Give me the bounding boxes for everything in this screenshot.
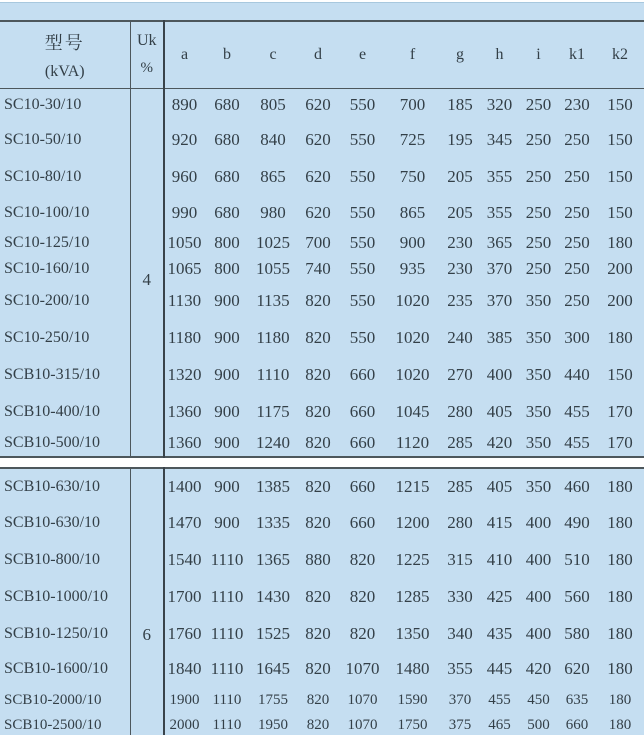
uk-percent-value: 4 bbox=[130, 88, 164, 457]
dimension-value-cell: 700 bbox=[305, 233, 331, 252]
dimension-value-cell: 900 bbox=[214, 290, 240, 310]
spec-row bbox=[0, 319, 644, 356]
dimension-value-cell: 370 bbox=[486, 290, 513, 310]
dimension-value-cell: 800 bbox=[214, 259, 240, 278]
uk-header-label: Uk bbox=[136, 32, 157, 50]
dimension-value-cell: 680 bbox=[214, 166, 240, 186]
spec-row bbox=[0, 356, 644, 393]
dimension-value-cell: 700 bbox=[399, 94, 426, 114]
dimension-value-cell: 980 bbox=[260, 202, 286, 222]
model-cell: SCB10-1600/10 bbox=[0, 652, 130, 686]
dimension-value-cell: 150 bbox=[607, 94, 633, 114]
dimension-value-cell: 400 bbox=[525, 623, 552, 643]
dimension-value-cell: 415 bbox=[486, 512, 513, 532]
dimension-value-cell: 550 bbox=[349, 233, 376, 252]
dimension-value-cell: 440 bbox=[564, 364, 590, 384]
dimension-value-cell: 1365 bbox=[256, 549, 290, 569]
dimension-value-cell: 490 bbox=[564, 512, 590, 532]
dimension-value-cell: 205 bbox=[447, 202, 473, 222]
dimension-value-cell: 550 bbox=[349, 129, 376, 149]
dimension-value-cell: 500 bbox=[527, 716, 550, 733]
model-cell: SCB10-2500/10 bbox=[0, 715, 130, 735]
dimension-value-cell: 450 bbox=[527, 692, 550, 708]
dimension-value-cell: 900 bbox=[214, 433, 240, 452]
dimension-value-cell: 960 bbox=[171, 166, 198, 186]
column-header-k1: k1 bbox=[569, 45, 585, 63]
dimension-value-cell: 180 bbox=[607, 327, 633, 347]
model-header-unit: (kVA) bbox=[44, 62, 85, 80]
dimension-value-cell: 635 bbox=[565, 692, 589, 708]
dimension-value-cell: 350 bbox=[525, 327, 552, 347]
spec-row bbox=[0, 652, 644, 686]
dimension-value-cell: 900 bbox=[214, 476, 240, 496]
dimension-value-cell: 350 bbox=[525, 476, 552, 496]
dimension-value-cell: 1110 bbox=[210, 659, 244, 678]
dimension-value-cell: 820 bbox=[305, 659, 331, 678]
model-cell: SCB10-500/10 bbox=[0, 430, 130, 457]
dimension-value-cell: 180 bbox=[607, 512, 633, 532]
dimension-value-cell: 1525 bbox=[256, 623, 290, 643]
dimension-value-cell: 350 bbox=[525, 401, 552, 421]
table-section-gap bbox=[0, 458, 644, 467]
dimension-value-cell: 465 bbox=[488, 716, 511, 733]
spec-row bbox=[0, 686, 644, 715]
dimension-value-cell: 180 bbox=[607, 659, 633, 678]
dimension-value-cell: 865 bbox=[260, 166, 286, 186]
dimension-value-cell: 1200 bbox=[395, 512, 430, 532]
dimension-value-cell: 1645 bbox=[256, 659, 290, 678]
dimension-value-cell: 250 bbox=[564, 202, 590, 222]
dimension-value-cell: 330 bbox=[447, 586, 473, 606]
column-header-g: g bbox=[456, 45, 464, 63]
dimension-value-cell: 345 bbox=[486, 129, 513, 149]
dimension-value-cell: 355 bbox=[447, 659, 473, 678]
dimension-value-cell: 350 bbox=[525, 433, 552, 452]
spec-row bbox=[0, 615, 644, 652]
dimension-value-cell: 250 bbox=[564, 233, 590, 252]
dimension-value-cell: 1175 bbox=[256, 401, 290, 421]
dimension-value-cell: 1285 bbox=[395, 586, 430, 606]
dimension-value-cell: 250 bbox=[525, 166, 552, 186]
dimension-value-cell: 550 bbox=[349, 290, 376, 310]
spec-row bbox=[0, 578, 644, 615]
dimension-value-cell: 1400 bbox=[167, 476, 202, 496]
dimension-value-cell: 250 bbox=[525, 233, 552, 252]
dimension-value-cell: 320 bbox=[486, 94, 513, 114]
spec-row bbox=[0, 256, 644, 282]
dimension-value-cell: 230 bbox=[447, 233, 473, 252]
column-header-c: c bbox=[269, 45, 277, 63]
dimension-value-cell: 240 bbox=[447, 327, 473, 347]
dimension-value-cell: 370 bbox=[448, 692, 472, 708]
dimension-value-cell: 820 bbox=[306, 716, 330, 733]
dimension-value-cell: 550 bbox=[349, 327, 376, 347]
dimension-value-cell: 820 bbox=[305, 327, 331, 347]
dimension-value-cell: 1840 bbox=[167, 659, 202, 678]
dimension-value-cell: 180 bbox=[607, 233, 633, 252]
dimension-value-cell: 400 bbox=[525, 512, 552, 532]
dimension-value-cell: 180 bbox=[607, 476, 633, 496]
column-header-f: f bbox=[409, 45, 416, 63]
dimension-value-cell: 180 bbox=[608, 692, 632, 708]
dimension-value-cell: 820 bbox=[305, 290, 331, 310]
dimension-value-cell: 350 bbox=[525, 364, 552, 384]
dimension-value-cell: 1480 bbox=[395, 659, 430, 678]
dimension-value-cell: 370 bbox=[486, 259, 513, 278]
dimension-value-cell: 620 bbox=[305, 202, 331, 222]
dimension-value-cell: 250 bbox=[564, 259, 590, 278]
dimension-value-cell: 1110 bbox=[210, 623, 244, 643]
spec-row bbox=[0, 430, 644, 457]
dimension-value-cell: 800 bbox=[214, 233, 240, 252]
dimension-value-cell: 150 bbox=[607, 166, 633, 186]
dimension-value-cell: 620 bbox=[305, 129, 331, 149]
dimension-value-cell: 400 bbox=[525, 549, 552, 569]
model-cell: SCB10-1250/10 bbox=[0, 615, 130, 652]
dimension-value-cell: 1430 bbox=[256, 586, 290, 606]
spec-row bbox=[0, 282, 644, 319]
dimension-value-cell: 150 bbox=[607, 129, 633, 149]
column-header-h: h bbox=[495, 45, 504, 63]
dimension-value-cell: 660 bbox=[349, 364, 376, 384]
dimension-value-cell: 510 bbox=[564, 549, 590, 569]
dimension-value-cell: 420 bbox=[525, 659, 552, 678]
dimension-value-cell: 1225 bbox=[395, 549, 430, 569]
model-column-header bbox=[0, 21, 130, 88]
dimension-value-cell: 560 bbox=[564, 586, 590, 606]
dimension-value-cell: 550 bbox=[349, 166, 376, 186]
spec-row bbox=[0, 230, 644, 256]
model-cell: SCB10-800/10 bbox=[0, 541, 130, 578]
model-cell: SCB10-630/10 bbox=[0, 504, 130, 541]
spec-row bbox=[0, 541, 644, 578]
dimension-value-cell: 230 bbox=[447, 259, 473, 278]
model-cell: SC10-30/10 bbox=[0, 88, 130, 121]
dimension-value-cell: 200 bbox=[607, 259, 633, 278]
dimension-value-cell: 180 bbox=[607, 586, 633, 606]
model-cell: SCB10-1000/10 bbox=[0, 578, 130, 615]
dimension-value-cell: 550 bbox=[349, 259, 376, 278]
dimension-value-cell: 205 bbox=[447, 166, 473, 186]
header-row bbox=[0, 21, 644, 88]
dimension-value-cell: 1070 bbox=[347, 692, 378, 708]
uk-header-unit: % bbox=[140, 60, 153, 77]
table-top-strip bbox=[0, 2, 644, 20]
dimension-value-cell: 660 bbox=[349, 433, 376, 452]
dimension-value-cell: 820 bbox=[305, 586, 331, 606]
dimension-value-cell: 250 bbox=[564, 129, 590, 149]
dimension-value-cell: 1110 bbox=[212, 716, 242, 733]
dimension-value-cell: 250 bbox=[525, 202, 552, 222]
dimension-value-cell: 1700 bbox=[167, 586, 202, 606]
dimension-value-cell: 170 bbox=[607, 401, 633, 421]
dimension-value-cell: 455 bbox=[488, 692, 511, 708]
dimension-value-cell: 900 bbox=[399, 233, 426, 252]
dimension-value-cell: 900 bbox=[214, 364, 240, 384]
spec-row bbox=[0, 393, 644, 430]
dimension-value-cell: 2000 bbox=[169, 716, 200, 733]
dimension-value-cell: 1020 bbox=[395, 327, 430, 347]
column-header-a: a bbox=[180, 45, 189, 63]
dimension-value-cell: 1055 bbox=[256, 259, 290, 278]
dimension-value-cell: 285 bbox=[447, 476, 473, 496]
dimension-value-cell: 1120 bbox=[395, 433, 430, 452]
dimension-value-cell: 740 bbox=[305, 259, 331, 278]
dimension-value-cell: 820 bbox=[305, 512, 331, 532]
dimension-value-cell: 680 bbox=[214, 94, 240, 114]
dimension-value-cell: 1385 bbox=[256, 476, 290, 496]
dimension-value-cell: 725 bbox=[399, 129, 426, 149]
dimension-value-cell: 805 bbox=[260, 94, 286, 114]
dimension-value-cell: 550 bbox=[349, 202, 376, 222]
dimension-value-cell: 990 bbox=[171, 202, 198, 222]
spec-row bbox=[0, 195, 644, 230]
dimension-value-cell: 820 bbox=[305, 433, 331, 452]
model-cell: SCB10-400/10 bbox=[0, 393, 130, 430]
dimension-value-cell: 1020 bbox=[395, 364, 430, 384]
dimension-value-cell: 1755 bbox=[258, 692, 288, 708]
column-header-k2: k2 bbox=[612, 45, 628, 63]
dimension-value-cell: 200 bbox=[607, 290, 633, 310]
dimension-value-cell: 820 bbox=[349, 549, 376, 569]
dimension-value-cell: 550 bbox=[349, 94, 376, 114]
dimension-value-cell: 405 bbox=[486, 401, 513, 421]
dimension-value-cell: 315 bbox=[447, 549, 473, 569]
dimension-value-cell: 1045 bbox=[395, 401, 430, 421]
dimension-value-cell: 1020 bbox=[395, 290, 430, 310]
dimension-value-cell: 280 bbox=[447, 401, 473, 421]
dimension-value-cell: 1900 bbox=[169, 692, 200, 708]
dimension-value-cell: 365 bbox=[486, 233, 513, 252]
dimension-value-cell: 660 bbox=[565, 716, 589, 733]
dimension-value-cell: 1360 bbox=[167, 401, 202, 421]
dimension-value-cell: 280 bbox=[447, 512, 473, 532]
dimension-value-cell: 900 bbox=[214, 327, 240, 347]
dimension-value-cell: 355 bbox=[486, 202, 513, 222]
dimension-value-cell: 445 bbox=[486, 659, 513, 678]
dimension-value-cell: 620 bbox=[305, 166, 331, 186]
dimension-value-cell: 680 bbox=[214, 202, 240, 222]
dimension-value-cell: 1180 bbox=[167, 327, 202, 347]
dimension-value-cell: 1135 bbox=[256, 290, 290, 310]
dimension-value-cell: 1110 bbox=[210, 549, 244, 569]
dimension-value-cell: 880 bbox=[305, 549, 331, 569]
spec-row bbox=[0, 121, 644, 158]
dimension-value-cell: 1590 bbox=[397, 692, 428, 708]
model-cell: SC10-100/10 bbox=[0, 195, 130, 230]
dimension-value-cell: 170 bbox=[607, 433, 633, 452]
dimension-value-cell: 1470 bbox=[167, 512, 202, 532]
dimension-value-cell: 840 bbox=[260, 129, 286, 149]
dimension-value-cell: 890 bbox=[171, 94, 198, 114]
dimension-value-cell: 820 bbox=[349, 586, 376, 606]
uk-percent-value: 6 bbox=[130, 468, 164, 735]
dimension-value-cell: 355 bbox=[486, 166, 513, 186]
dimension-value-cell: 1025 bbox=[256, 233, 290, 252]
dimension-value-cell: 420 bbox=[486, 433, 513, 452]
dimension-value-cell: 1070 bbox=[345, 659, 380, 678]
dimension-value-cell: 750 bbox=[399, 166, 426, 186]
dimension-value-cell: 300 bbox=[564, 327, 590, 347]
dimension-value-cell: 1240 bbox=[256, 433, 290, 452]
column-header-d: d bbox=[314, 45, 322, 63]
dimension-value-cell: 820 bbox=[306, 692, 330, 708]
dimension-value-cell: 660 bbox=[349, 401, 376, 421]
model-cell: SC10-125/10 bbox=[0, 230, 130, 256]
dimension-value-cell: 180 bbox=[607, 549, 633, 569]
dimension-value-cell: 285 bbox=[447, 433, 473, 452]
dimension-value-cell: 250 bbox=[525, 94, 552, 114]
dimension-value-cell: 1320 bbox=[167, 364, 202, 384]
dimension-value-cell: 900 bbox=[214, 401, 240, 421]
dimension-value-cell: 250 bbox=[525, 259, 552, 278]
dimension-value-cell: 660 bbox=[349, 476, 376, 496]
dimension-value-cell: 820 bbox=[305, 476, 331, 496]
spec-table-uk4 bbox=[0, 20, 644, 458]
dimension-value-cell: 375 bbox=[448, 716, 472, 733]
dimension-value-cell: 425 bbox=[486, 586, 513, 606]
dimension-value-cell: 340 bbox=[447, 623, 473, 643]
dimension-value-cell: 935 bbox=[399, 259, 426, 278]
dimension-value-cell: 1110 bbox=[256, 364, 290, 384]
model-cell: SCB10-2000/10 bbox=[0, 686, 130, 715]
dimension-value-cell: 385 bbox=[486, 327, 513, 347]
spec-row bbox=[0, 88, 644, 121]
dimension-value-cell: 235 bbox=[447, 290, 473, 310]
dimension-value-cell: 150 bbox=[607, 202, 633, 222]
dimension-value-cell: 1950 bbox=[258, 716, 288, 733]
model-cell: SC10-200/10 bbox=[0, 282, 130, 319]
dimension-value-cell: 180 bbox=[608, 716, 632, 733]
model-cell: SCB10-315/10 bbox=[0, 356, 130, 393]
dimension-value-cell: 185 bbox=[447, 94, 473, 114]
column-header-i: i bbox=[536, 45, 541, 63]
dimension-value-cell: 820 bbox=[349, 623, 376, 643]
model-cell: SC10-50/10 bbox=[0, 121, 130, 158]
dimension-value-cell: 1350 bbox=[395, 623, 430, 643]
dimension-value-cell: 920 bbox=[171, 129, 198, 149]
model-cell: SC10-250/10 bbox=[0, 319, 130, 356]
dimension-value-cell: 1180 bbox=[256, 327, 290, 347]
spec-table-uk6 bbox=[0, 467, 644, 735]
dimension-value-cell: 680 bbox=[214, 129, 240, 149]
dimension-value-cell: 1335 bbox=[256, 512, 290, 532]
dimension-value-cell: 820 bbox=[305, 364, 331, 384]
dimension-value-cell: 820 bbox=[305, 623, 331, 643]
dimension-value-cell: 400 bbox=[525, 586, 552, 606]
dimension-value-cell: 250 bbox=[564, 290, 590, 310]
dimension-value-cell: 195 bbox=[447, 129, 473, 149]
dimension-value-cell: 1130 bbox=[167, 290, 202, 310]
dimension-value-cell: 400 bbox=[486, 364, 513, 384]
spec-row bbox=[0, 158, 644, 195]
dimension-value-cell: 230 bbox=[564, 94, 590, 114]
dimension-value-cell: 180 bbox=[607, 623, 633, 643]
spec-row bbox=[0, 468, 644, 504]
dimension-value-cell: 405 bbox=[486, 476, 513, 496]
dimension-value-cell: 460 bbox=[564, 476, 590, 496]
dimension-value-cell: 455 bbox=[564, 433, 590, 452]
dimension-value-cell: 250 bbox=[525, 129, 552, 149]
dimension-value-cell: 1540 bbox=[167, 549, 202, 569]
column-header-b: b bbox=[223, 45, 231, 63]
dimension-value-cell: 1065 bbox=[167, 259, 202, 278]
dimension-value-cell: 1110 bbox=[212, 692, 242, 708]
model-cell: SCB10-630/10 bbox=[0, 468, 130, 504]
dimension-value-cell: 820 bbox=[305, 401, 331, 421]
dimension-value-cell: 660 bbox=[349, 512, 376, 532]
model-header-label: 型号 bbox=[44, 32, 85, 53]
model-cell: SC10-160/10 bbox=[0, 256, 130, 282]
model-cell: SC10-80/10 bbox=[0, 158, 130, 195]
dimension-value-cell: 350 bbox=[525, 290, 552, 310]
dimension-value-cell: 1070 bbox=[347, 716, 378, 733]
dimension-value-cell: 270 bbox=[447, 364, 473, 384]
spec-row bbox=[0, 715, 644, 735]
dimension-value-cell: 580 bbox=[564, 623, 590, 643]
dimension-value-cell: 620 bbox=[564, 659, 590, 678]
dimension-value-cell: 455 bbox=[564, 401, 590, 421]
dimension-value-cell: 1110 bbox=[210, 586, 244, 606]
dimension-value-cell: 1760 bbox=[167, 623, 202, 643]
dimension-value-cell: 1750 bbox=[397, 716, 428, 733]
dimension-value-cell: 1050 bbox=[167, 233, 202, 252]
dimension-value-cell: 250 bbox=[564, 166, 590, 186]
uk-column-header bbox=[130, 21, 164, 88]
column-header-e: e bbox=[358, 45, 367, 63]
dimension-value-cell: 620 bbox=[305, 94, 331, 114]
dimension-value-cell: 900 bbox=[214, 512, 240, 532]
dimension-value-cell: 150 bbox=[607, 364, 633, 384]
dimension-value-cell: 1215 bbox=[395, 476, 430, 496]
dimension-value-cell: 1360 bbox=[167, 433, 202, 452]
dimension-value-cell: 410 bbox=[486, 549, 513, 569]
dimension-value-cell: 865 bbox=[399, 202, 426, 222]
dimension-value-cell: 435 bbox=[486, 623, 513, 643]
spec-row bbox=[0, 504, 644, 541]
